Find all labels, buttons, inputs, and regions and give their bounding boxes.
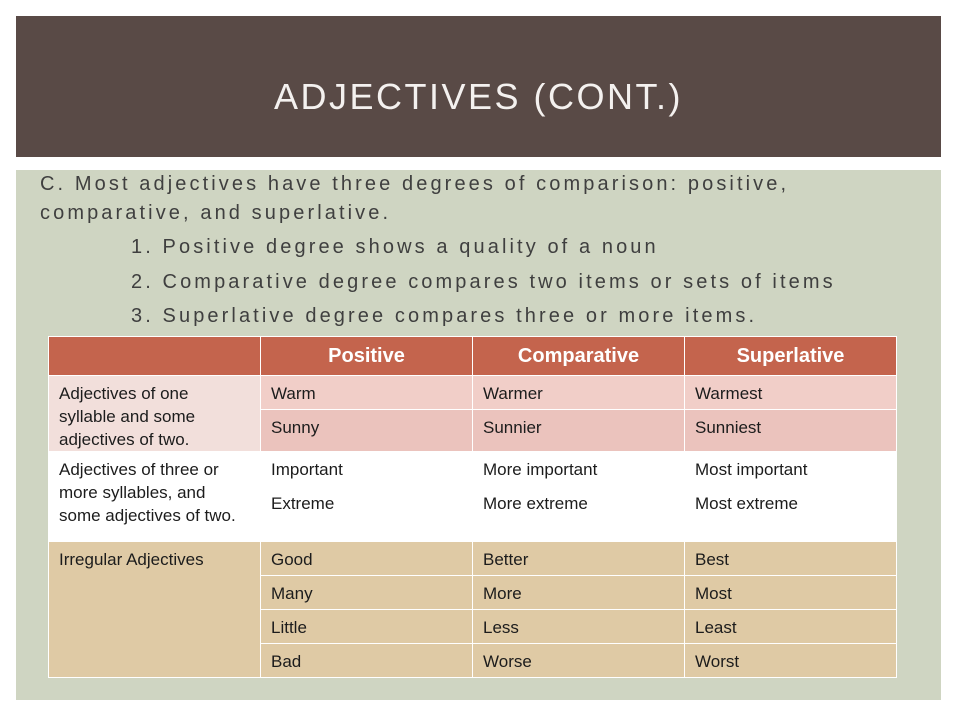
comparative-cell: More important <box>473 452 685 486</box>
comparative-cell: More <box>473 576 685 610</box>
table-row <box>49 542 897 576</box>
superlative-cell: Most extreme <box>685 486 897 542</box>
table-header-row <box>49 337 897 376</box>
table-row <box>49 376 897 410</box>
comparative-cell: Sunnier <box>473 410 685 452</box>
point-positive-degree: 1. Positive degree shows a quality of a noun <box>131 236 659 258</box>
positive-cell: Many <box>261 576 473 610</box>
comparison-table <box>48 336 897 678</box>
group-label-irregular: Irregular Adjectives <box>49 542 261 678</box>
positive-cell: Warm <box>261 376 473 410</box>
positive-cell: Good <box>261 542 473 576</box>
superlative-cell: Warmest <box>685 376 897 410</box>
comparative-cell: Less <box>473 610 685 644</box>
positive-cell: Extreme <box>261 486 473 542</box>
header-positive: Positive <box>261 337 473 376</box>
superlative-cell: Most important <box>685 452 897 486</box>
group-label-one-syllable: Adjectives of one syllable and some adjectives of two. <box>49 376 261 452</box>
comparative-cell: More extreme <box>473 486 685 542</box>
degree-points-list <box>131 230 836 334</box>
superlative-cell: Least <box>685 610 897 644</box>
positive-cell: Sunny <box>261 410 473 452</box>
comparative-cell: Warmer <box>473 376 685 410</box>
header-comparative: Comparative <box>473 337 685 376</box>
positive-cell: Important <box>261 452 473 486</box>
comparative-cell: Worse <box>473 644 685 678</box>
positive-cell: Bad <box>261 644 473 678</box>
superlative-cell: Most <box>685 576 897 610</box>
point-comparative-degree: 2. Comparative degree compares two items or sets of items <box>131 270 836 293</box>
intro-paragraph: C. Most adjectives have three degrees of comparison: positive, comparative, and superlative. <box>40 173 790 224</box>
point-superlative-degree: 3. Superlative degree compares three or more items. <box>131 305 758 327</box>
comparative-cell: Better <box>473 542 685 576</box>
header-superlative: Superlative <box>685 337 897 376</box>
header-corner-cell <box>49 337 261 376</box>
group-label-three-syllables: Adjectives of three or more syllables, and some adjectives of two. <box>49 452 261 542</box>
table-row <box>49 452 897 486</box>
superlative-cell: Best <box>685 542 897 576</box>
slide-title: ADJECTIVES (CONT.) <box>273 76 684 117</box>
superlative-cell: Sunniest <box>685 410 897 452</box>
title-bar <box>16 16 941 157</box>
positive-cell: Little <box>261 610 473 644</box>
superlative-cell: Worst <box>685 644 897 678</box>
